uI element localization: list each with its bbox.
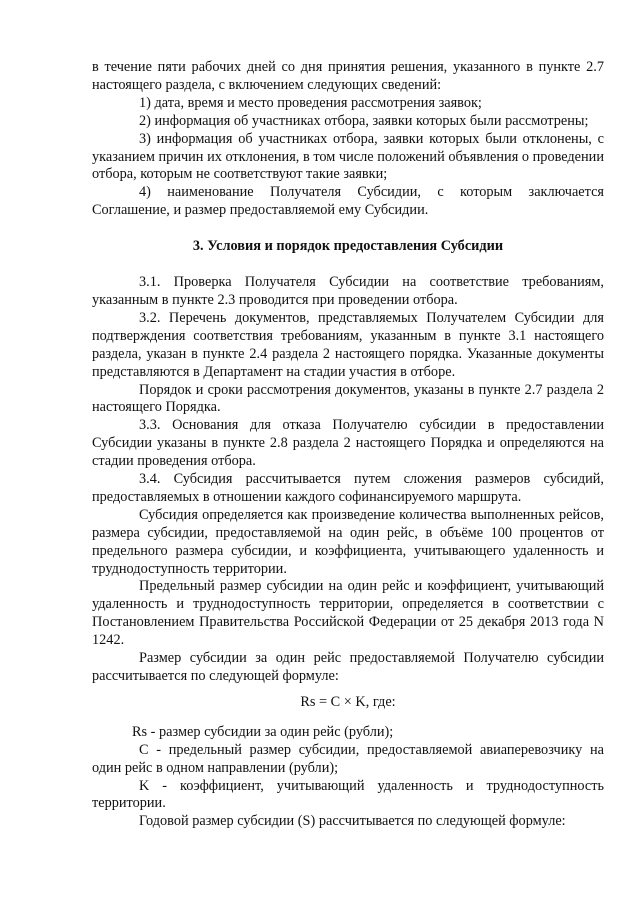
intro-item-4: 4) наименование Получателя Субсидии, с которым заключается Соглашение, и размер предоставляемой ему Субсидии. (92, 184, 604, 219)
paragraph-3-3: 3.3. Основания для отказа Получателю субсидии в предоставлении Субсидии указаны в пункте 2.8 раздела 2 настоящего Порядка и определяются на стадии проведения отбора. (92, 417, 604, 470)
definition-k: K - коэффициент, учитывающий удаленность и труднодоступность территории. (92, 777, 604, 812)
formula: Rs = C × K, где: (300, 693, 396, 710)
definition-c: C - предельный размер субсидии, предоставляемой авиаперевозчику на один рейс в одном направлении (рубли); (92, 741, 604, 776)
spacer (92, 220, 604, 238)
paragraph-defined: Субсидия определяется как произведение количества выполненных рейсов, размера субсидии, предоставляемой на один рейс, в объёме 100 процентов от предельного размера субсидии, и коэффициента, учитывающего удаленность и труднодоступность территории. (92, 506, 604, 577)
paragraph-order: Порядок и сроки рассмотрения документов, указаны в пункте 2.7 раздела 2 настоящего Порядка. (92, 381, 604, 416)
intro-item-1: 1) дата, время и место проведения рассмотрения заявок; (139, 94, 482, 111)
definition-rs: Rs - размер субсидии за один рейс (рубли); (132, 723, 394, 740)
spacer (92, 712, 604, 724)
paragraph-size-intro: Размер субсидии за один рейс предоставляемой Получателю субсидии рассчитывается по следующей формуле: (92, 650, 604, 684)
paragraph-3-4: 3.4. Субсидия рассчитывается путем сложения размеров субсидий, предоставляемых в отношении каждого софинансируемого маршрута. (92, 471, 604, 505)
spacer (92, 256, 604, 274)
paragraph-limit: Предельный размер субсидии на один рейс и коэффициент, учитывающий удаленность и труднодоступность территории, определяется в соответствии с Постановлением Правительства Российской Федерации от 25 декабря 2013 года N 1242. (92, 578, 604, 649)
paragraph-annual: Годовой размер субсидии (S) рассчитывается по следующей формуле: (139, 813, 566, 830)
intro-item-2: 2) информация об участниках отбора, заявки которых были рассмотрены; (139, 112, 589, 129)
section-heading: 3. Условия и порядок предоставления Субсидии (192, 238, 504, 255)
intro-paragraph: в течение пяти рабочих дней со дня принятия решения, указанного в пункте 2.7 настоящего раздела, с включением следующих сведений: (92, 59, 604, 93)
paragraph-3-2: 3.2. Перечень документов, представляемых Получателем Субсидии для подтверждения соответствия требованиям, указанным в пункте 3.1 настоящего раздела, указан в пункте 2.4 раздела 2 настоящего порядка. Указанные документы представляются в Департамент на стадии участия в отборе. (92, 309, 604, 380)
spacer (92, 686, 604, 694)
paragraph-3-1: 3.1. Проверка Получателя Субсидии на соответствие требованиям, указанным в пункте 2.3 проводится при проведении отбора. (92, 274, 604, 308)
intro-item-3: 3) информация об участниках отбора, заявки которых были отклонены, с указанием причин их отклонения, в том числе положений объявления о проведении отбора, которым не соответствуют такие заявки; (92, 130, 604, 183)
